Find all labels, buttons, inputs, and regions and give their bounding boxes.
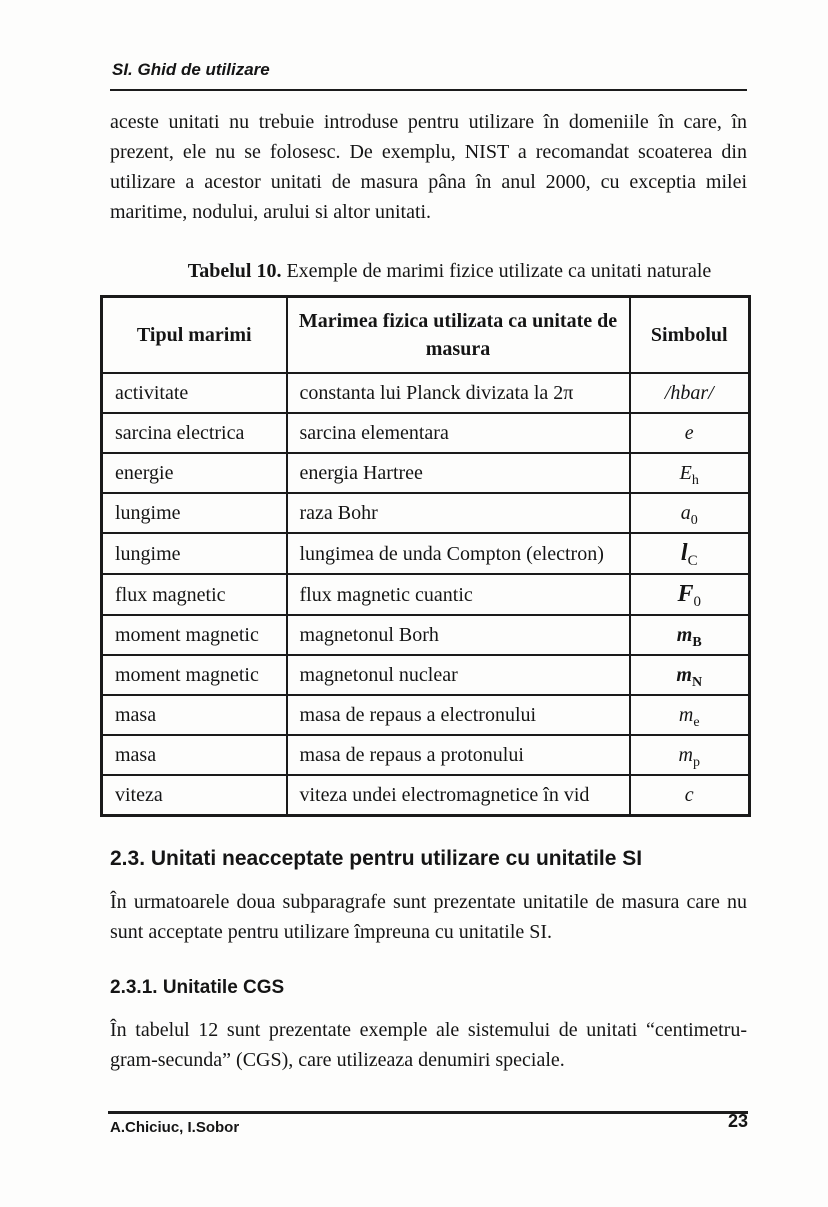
cell-quantity: viteza undei electromagnetice în vid (287, 775, 630, 816)
symbol (680, 502, 698, 528)
symbol-base: m (676, 664, 692, 686)
symbol (679, 462, 699, 488)
symbol-subscript: B (692, 635, 702, 650)
table-row (102, 655, 750, 695)
symbol-subscript: N (691, 675, 703, 690)
cell-type: moment magnetic (102, 615, 287, 655)
cell-symbol (630, 735, 750, 775)
symbol-base: e (684, 422, 694, 444)
section-heading: 2.3. Unitati neacceptate pentru utilizare cu unitatile SI (110, 847, 643, 870)
cell-quantity: masa de repaus a protonului (287, 735, 630, 775)
page-number: 23 (727, 1111, 748, 1131)
cell-type: viteza (102, 775, 287, 816)
cell-type: activitate (102, 373, 287, 413)
cell-symbol (630, 373, 750, 413)
table-row (102, 775, 750, 816)
symbol (680, 540, 698, 569)
symbol-subscript: h (691, 473, 699, 488)
page-footer (108, 1111, 748, 1136)
symbol-base: l (680, 540, 688, 566)
cell-type: sarcina electrica (102, 413, 287, 453)
symbol (678, 744, 700, 770)
table-row (102, 453, 750, 493)
cell-quantity: magnetonul Borh (287, 615, 630, 655)
table-caption (110, 260, 747, 283)
cell-quantity: sarcina elementara (287, 413, 630, 453)
table-row (102, 413, 750, 453)
symbol-subscript: p (692, 755, 700, 770)
cell-type: masa (102, 695, 287, 735)
cell-symbol (630, 493, 750, 533)
symbol-subscript: C (687, 553, 698, 569)
cell-symbol (630, 453, 750, 493)
column-header-type: Tipul marimi (102, 297, 287, 374)
cell-symbol (630, 695, 750, 735)
cell-quantity: flux magnetic cuantic (287, 574, 630, 615)
symbol-base: /hbar/ (664, 382, 714, 404)
cell-type: lungime (102, 493, 287, 533)
symbol-base: m (678, 744, 693, 766)
table-row (102, 695, 750, 735)
table-row (102, 574, 750, 615)
symbol-subscript: 0 (693, 594, 701, 610)
column-header-quantity: Marimea fizica utilizata ca unitate de masura (287, 297, 630, 374)
subsection-heading: 2.3.1. Unitatile CGS (110, 977, 285, 998)
symbol (677, 581, 701, 610)
cell-symbol (630, 775, 750, 816)
cell-symbol (630, 655, 750, 695)
natural-units-table (100, 295, 751, 817)
cell-quantity: raza Bohr (287, 493, 630, 533)
table-row (102, 373, 750, 413)
cell-type: energie (102, 453, 287, 493)
subsection-paragraph: În tabelul 12 sunt prezentate exemple ale sistemului de unitati “centimetru-gram-secunda” (CGS), care utilizeaza denumiri speciale. (110, 1019, 747, 1071)
symbol-base: a (680, 502, 691, 524)
cell-type: masa (102, 735, 287, 775)
cell-type: flux magnetic (102, 574, 287, 615)
cell-quantity: lungimea de unda Compton (electron) (287, 533, 630, 574)
symbol-subscript: e (693, 715, 700, 730)
table-caption-text: Exemple de marimi fizice utilizate ca unitati naturale (281, 260, 712, 282)
cell-symbol (630, 574, 750, 615)
symbol-base: m (678, 704, 694, 726)
table-header-row (102, 297, 750, 374)
cell-quantity: magnetonul nuclear (287, 655, 630, 695)
table-row (102, 735, 750, 775)
symbol-base: m (676, 624, 693, 646)
table-row (102, 615, 750, 655)
symbol-subscript: 0 (690, 513, 698, 528)
symbol (676, 624, 702, 650)
symbol (685, 784, 694, 806)
cell-type: lungime (102, 533, 287, 574)
symbol-base: c (684, 784, 694, 806)
symbol-base: F (677, 581, 694, 607)
cell-quantity: masa de repaus a electronului (287, 695, 630, 735)
table-caption-label: Tabelul 10. (187, 260, 282, 282)
symbol-base: E (679, 462, 692, 484)
cell-symbol (630, 533, 750, 574)
cell-quantity: constanta lui Planck divizata la 2π (287, 373, 630, 413)
table-body (102, 373, 750, 816)
column-header-symbol: Simbolul (630, 297, 750, 374)
table-row (102, 493, 750, 533)
cell-quantity: energia Hartree (287, 453, 630, 493)
cell-symbol (630, 615, 750, 655)
table-row (102, 533, 750, 574)
intro-paragraph: aceste unitati nu trebuie introduse pentru utilizare în domeniile în care, în prezent, ele nu se folosesc. De exemplu, NIST a recomandat scoaterea din utilizare a acestor unitati de masura pâna în anul 2000, cu exceptia milei maritime, nodului, arului si altor unitati. (110, 111, 747, 223)
symbol (676, 664, 703, 690)
running-header: SI. Ghid de utilizare (110, 60, 747, 91)
symbol (665, 382, 714, 404)
section-paragraph: În urmatoarele doua subparagrafe sunt prezentate unitatile de masura care nu sunt acceptate pentru utilizare împreuna cu unitatile SI. (110, 891, 747, 943)
footer-authors: A.Chiciuc, I.Sobor (110, 1119, 240, 1136)
symbol (685, 422, 694, 444)
cell-symbol (630, 413, 750, 453)
cell-type: moment magnetic (102, 655, 287, 695)
symbol (678, 704, 700, 730)
